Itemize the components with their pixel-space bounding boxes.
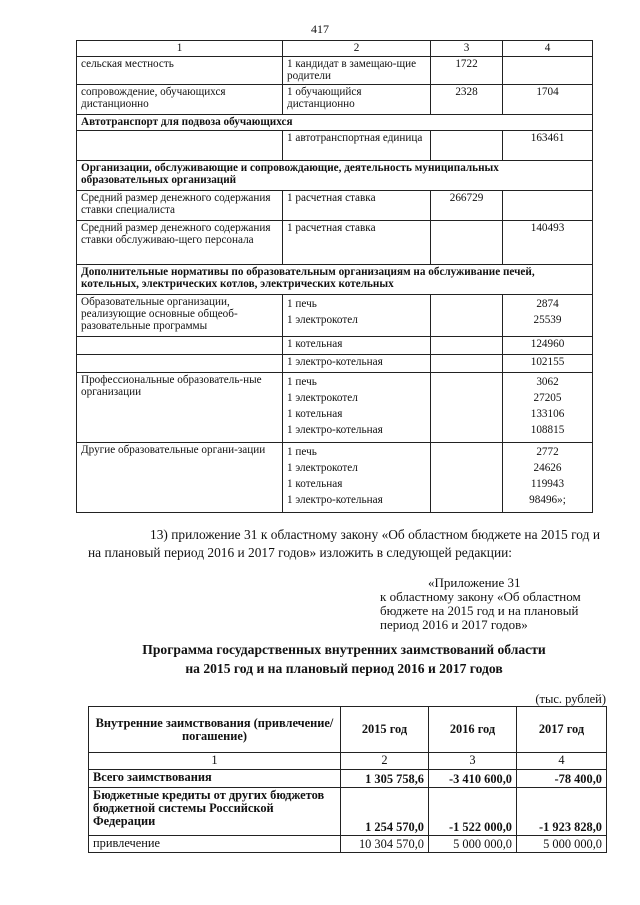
column-number: 4 <box>503 41 593 57</box>
row-label: Бюджетные кредиты от других бюджетов бюджетной системы Российской Федерации <box>89 788 341 836</box>
value-line: 133106 <box>530 408 565 420</box>
row-unit: 1 кандидат в замещаю-щие родители <box>283 57 431 85</box>
row-label: Всего заимствования <box>89 770 341 788</box>
row-value-col4: 124960 <box>503 337 593 355</box>
column-header: Внутренние заимствования (привлечение/погашение) <box>89 707 341 753</box>
row-value-col3 <box>431 443 503 513</box>
row-value-col3: 1722 <box>431 57 503 85</box>
row-value-col3 <box>431 295 503 337</box>
row-unit: 1 котельная <box>283 337 431 355</box>
section-heading: Дополнительные нормативы по образовательным организациям на обслуживание печей, котельных, электрических котлов, электрических котельных <box>77 265 593 295</box>
value-line: 108815 <box>530 424 565 436</box>
row-label: Средний размер денежного содержания ставки специалиста <box>77 191 283 221</box>
appendix-line: «Приложение 31 <box>428 575 521 590</box>
units-label: (тыс. рублей) <box>535 692 606 706</box>
table-row <box>77 57 593 85</box>
appendix-line: период 2016 и 2017 годов» <box>380 617 528 632</box>
unit-line: 1 печь <box>287 298 317 310</box>
page-number: 417 <box>311 22 329 36</box>
row-value-col4: 163461 <box>503 131 593 161</box>
row-value-col3 <box>431 131 503 161</box>
group-label <box>77 355 283 373</box>
row-label: привлечение <box>89 836 341 853</box>
column-number: 1 <box>89 753 341 770</box>
amendment-text: 13) приложение 31 к областному закону «Об областном бюджете на 2015 год и на плановый период 2016 и 2017 годов» изложить в следующей редакции: <box>88 527 600 560</box>
value-line: 27205 <box>533 392 562 404</box>
program-title-line: на 2015 год и на плановый период 2016 и 2017 годов <box>185 661 503 676</box>
column-number: 3 <box>429 753 517 770</box>
table-row <box>77 295 593 337</box>
value-2017: -1 923 828,0 <box>517 788 607 836</box>
row-value-col4 <box>503 295 593 337</box>
row-value-col4 <box>503 191 593 221</box>
row-value-col4 <box>503 373 593 443</box>
value-line: 3062 <box>536 376 559 388</box>
row-value-col3 <box>431 373 503 443</box>
table-row <box>89 770 607 788</box>
group-label: Образовательные организации, реализующие основные общеоб-разовательные программы <box>77 295 283 337</box>
table-row <box>77 191 593 221</box>
unit-line: 1 котельная <box>287 478 343 490</box>
row-unit: 1 расчетная ставка <box>283 191 431 221</box>
section-row <box>77 161 593 191</box>
table-row <box>77 221 593 265</box>
unit-line: 1 котельная <box>287 408 343 420</box>
row-value-col3: 266729 <box>431 191 503 221</box>
column-number-row <box>89 753 607 770</box>
table-row <box>77 85 593 115</box>
program-title-line: Программа государственных внутренних заимствований области <box>142 642 546 657</box>
table-row <box>89 836 607 853</box>
row-label: сельская местность <box>77 57 283 85</box>
table-header-row <box>77 41 593 57</box>
row-value-col3 <box>431 337 503 355</box>
table-row <box>77 355 593 373</box>
value-2016: -3 410 600,0 <box>429 770 517 788</box>
table-row <box>77 337 593 355</box>
unit-line: 1 электро-котельная <box>287 424 383 436</box>
norms-table <box>76 40 593 513</box>
unit-line: 1 электро-котельная <box>287 494 383 506</box>
row-value-col4: 102155 <box>503 355 593 373</box>
appendix-line: бюджете на 2015 год и на плановый <box>380 603 579 618</box>
column-number: 2 <box>341 753 429 770</box>
value-2015: 1 305 758,6 <box>341 770 429 788</box>
row-value-col3 <box>431 221 503 265</box>
table-row <box>77 443 593 513</box>
row-unit: 1 автотранспортная единица <box>283 131 431 161</box>
row-value-col4: 140493 <box>503 221 593 265</box>
unit-line: 1 печь <box>287 376 317 388</box>
section-row <box>77 265 593 295</box>
value-2015: 10 304 570,0 <box>341 836 429 853</box>
value-2016: -1 522 000,0 <box>429 788 517 836</box>
row-unit <box>283 443 431 513</box>
value-line: 24626 <box>533 462 562 474</box>
row-label: Средний размер денежного содержания ставки обслуживаю-щего персонала <box>77 221 283 265</box>
row-unit: 1 расчетная ставка <box>283 221 431 265</box>
table-row <box>77 131 593 161</box>
appendix-header <box>380 576 610 632</box>
value-line: 119943 <box>530 478 565 490</box>
unit-line: 1 электрокотел <box>287 314 358 326</box>
table-row <box>77 373 593 443</box>
group-label: Профессиональные образователь-ные организации <box>77 373 283 443</box>
value-line: 25539 <box>533 314 562 326</box>
row-label <box>77 131 283 161</box>
row-unit: 1 обучающийся дистанционно <box>283 85 431 115</box>
row-value-col3: 2328 <box>431 85 503 115</box>
column-header: 2016 год <box>429 707 517 753</box>
section-heading: Автотранспорт для подвоза обучающихся <box>77 115 593 131</box>
value-line: 2874 <box>536 298 559 310</box>
program-title <box>88 640 600 678</box>
unit-line: 1 электрокотел <box>287 392 358 404</box>
column-number: 4 <box>517 753 607 770</box>
value-2016: 5 000 000,0 <box>429 836 517 853</box>
row-label: сопровождение, обучающихся дистанционно <box>77 85 283 115</box>
row-value-col3 <box>431 355 503 373</box>
column-header: 2015 год <box>341 707 429 753</box>
unit-line: 1 печь <box>287 446 317 458</box>
value-2017: 5 000 000,0 <box>517 836 607 853</box>
section-heading: Организации, обслуживающие и сопровождающие, деятельность муниципальных образовательных организаций <box>77 161 593 191</box>
table-row <box>89 788 607 836</box>
section-row <box>77 115 593 131</box>
unit-line: 1 электрокотел <box>287 462 358 474</box>
row-unit: 1 электро-котельная <box>283 355 431 373</box>
table-header-row <box>89 707 607 753</box>
column-number: 2 <box>283 41 431 57</box>
column-number: 1 <box>77 41 283 57</box>
column-header: 2017 год <box>517 707 607 753</box>
value-line: 2772 <box>536 446 559 458</box>
amendment-paragraph <box>88 526 600 562</box>
value-2017: -78 400,0 <box>517 770 607 788</box>
value-line: 98496»; <box>529 494 566 506</box>
column-number: 3 <box>431 41 503 57</box>
value-2015: 1 254 570,0 <box>341 788 429 836</box>
appendix-line: к областному закону «Об областном <box>380 589 581 604</box>
row-unit <box>283 373 431 443</box>
row-value-col4 <box>503 443 593 513</box>
row-value-col4: 1704 <box>503 85 593 115</box>
group-label: Другие образовательные органи-зации <box>77 443 283 513</box>
borrowing-table <box>88 706 607 853</box>
group-label <box>77 337 283 355</box>
row-value-col4 <box>503 57 593 85</box>
row-unit <box>283 295 431 337</box>
